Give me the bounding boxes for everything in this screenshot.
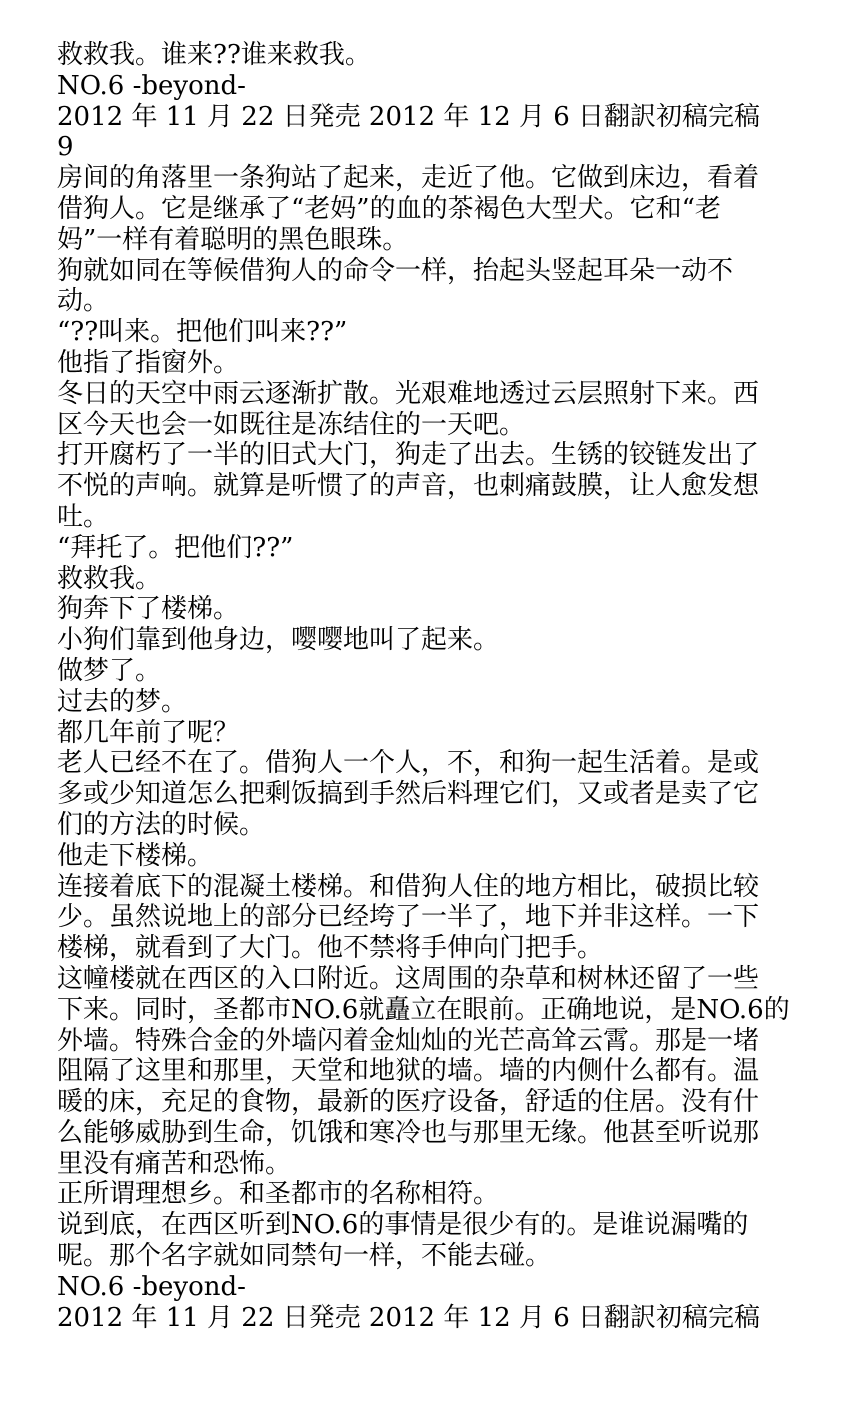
paragraph [57,317,797,348]
text-line: 他走下楼梯。 [57,840,214,871]
paragraph [57,533,797,564]
paragraph [57,1179,797,1210]
text-line: 暖的床，充足的食物，最新的医疗设备，舒适的住居。没有什 [57,1087,760,1118]
text-line: 吐。 [57,501,110,532]
text-line: 2012 年 11 月 22 日発売 2012 年 12 月 6 日翻訳初稿完稿 [57,101,761,132]
paragraph [57,841,797,872]
text-line: 外墙。特殊合金的外墙闪着金灿灿的光芒高耸云霄。那是一堵 [57,1025,760,1056]
paragraph [57,40,797,71]
text-line: 房间的角落里一条狗站了起来，走近了他。它做到床边，看着 [57,163,760,194]
text-line: 不悦的声响。就算是听惯了的声音，也刺痛鼓膜，让人愈发想 [57,471,760,502]
text-line: 借狗人。它是继承了“老妈”的血的茶褐色大型犬。它和“老 [57,193,721,224]
paragraph [57,718,797,749]
text-line: 妈”一样有着聪明的黑色眼珠。 [57,224,409,255]
text-line: 都几年前了呢？ [57,717,240,748]
text-line: 动。 [57,286,110,317]
paragraph [57,102,797,133]
paragraph [57,872,797,964]
text-line: 做梦了。 [57,655,162,686]
paragraph [57,1272,797,1303]
text-line: 么能够威胁到生命，饥饿和寒冷也与那里无缘。他甚至听说那 [57,1117,760,1148]
text-line: 老人已经不在了。借狗人一个人，不，和狗一起生活着。是或 [57,748,760,779]
text-line: 救救我。谁来??谁来救我。 [57,40,371,70]
paragraph [57,71,797,102]
text-line: 里没有痛苦和恐怖。 [57,1148,292,1179]
paragraph [57,440,797,532]
text-line: 说到底，在西区听到NO.6的事情是很少有的。是谁说漏嘴的 [57,1210,749,1241]
text-line: 这幢楼就在西区的入口附近。这周围的杂草和树林还留了一些 [57,963,760,994]
paragraph [57,1303,797,1334]
paragraph [57,687,797,718]
text-line: 打开腐朽了一半的旧式大门，狗走了出去。生锈的铰链发出了 [57,440,760,471]
paragraph [57,594,797,625]
text-line: 区今天也会一如既往是冻结住的一天吧。 [57,409,526,440]
paragraph [57,256,797,318]
text-line: 他指了指窗外。 [57,347,240,378]
text-line: “拜托了。把他们??” [57,532,294,563]
paragraph [57,1210,797,1272]
text-line: 少。虽然说地上的部分已经垮了一半了，地下并非这样。一下 [57,902,760,933]
text-line: “??叫来。把他们叫来??” [57,317,348,348]
paragraph [57,348,797,379]
paragraph [57,748,797,840]
text-line: NO.6 -beyond- [57,70,246,101]
text-line: 狗奔下了楼梯。 [57,594,240,625]
text-line: 楼梯，就看到了大门。他不禁将手伸向门把手。 [57,933,604,964]
text-line: 冬日的天空中雨云逐渐扩散。光艰难地透过云层照射下来。西 [57,378,760,409]
paragraph [57,656,797,687]
paragraph [57,964,797,1180]
paragraph [57,163,797,255]
text-line: 正所谓理想乡。和圣都市的名称相符。 [57,1179,500,1210]
text-line: 连接着底下的混凝土楼梯。和借狗人住的地方相比，破损比较 [57,871,760,902]
paragraph [57,564,797,595]
paragraph [57,379,797,441]
paragraph [57,132,797,163]
document-body [57,40,797,1333]
paragraph [57,625,797,656]
text-line: 呢。那个名字就如同禁句一样，不能去碰。 [57,1241,552,1272]
text-line: NO.6 -beyond- [57,1271,246,1302]
text-line: 多或少知道怎么把剩饭搞到手然后料理它们，又或者是卖了它 [57,779,760,810]
text-line: 阻隔了这里和那里，天堂和地狱的墙。墙的内侧什么都有。温 [57,1056,760,1087]
text-line: 过去的梦。 [57,686,188,717]
text-line: 下来。同时，圣都市NO.6就矗立在眼前。正确地说，是NO.6的 [57,994,790,1025]
text-line: 小狗们靠到他身边，嘤嘤地叫了起来。 [57,625,500,656]
text-line: 救救我。 [57,563,162,594]
text-line: 2012 年 11 月 22 日発売 2012 年 12 月 6 日翻訳初稿完稿 [57,1302,761,1333]
text-line: 9 [57,132,74,163]
text-line: 狗就如同在等候借狗人的命令一样，抬起头竖起耳朵一动不 [57,255,734,286]
text-line: 们的方法的时候。 [57,809,266,840]
